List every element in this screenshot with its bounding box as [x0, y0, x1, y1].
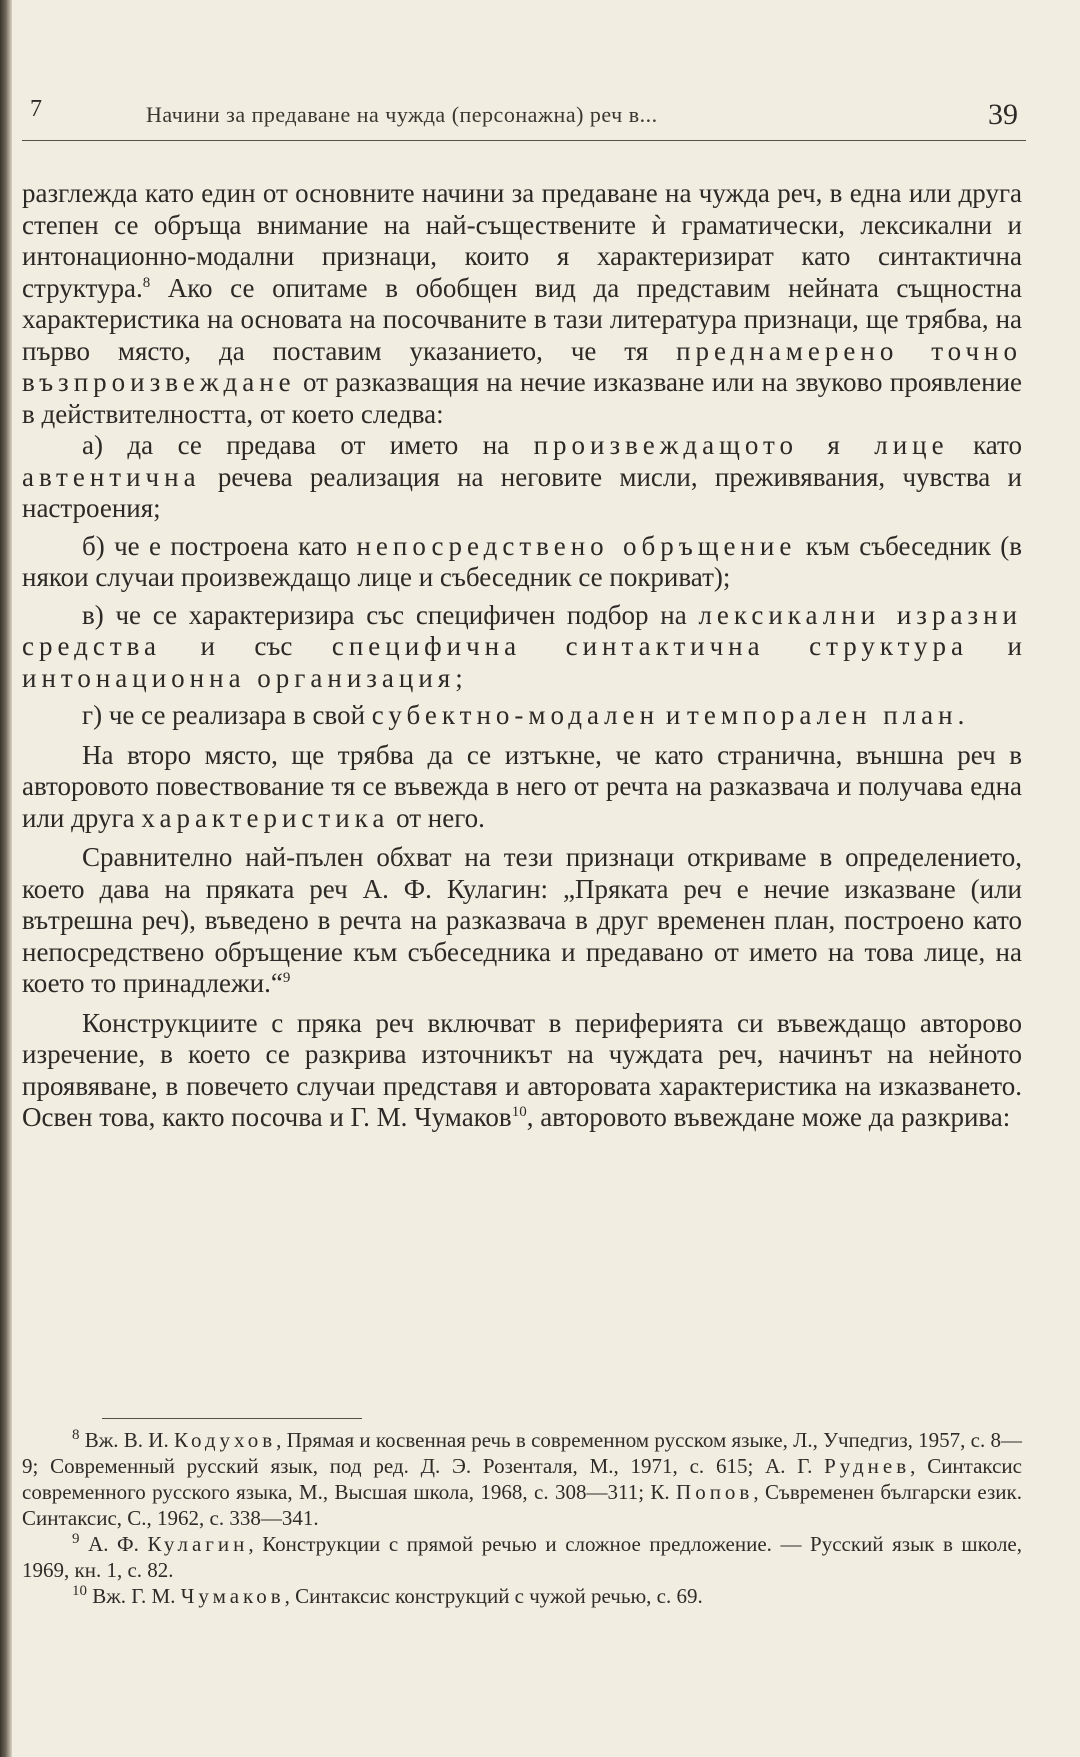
page-number: 39	[988, 98, 1018, 131]
footnotes	[22, 1427, 1022, 1609]
list-item-a: а) да се предава от името на произвеждащото я лице като автентична речева реализация на неговите мисли, преживявания, чувства и настроения;	[22, 430, 1022, 523]
footnote-ref-8: 8	[142, 274, 151, 291]
paragraph-constructions: Конструкциите с пряка реч включват в периферията си въвеждащо авторово изречение, в което се разкрива източникът на чуждата реч, начинът на нейното проявяване, в повечето случаи представя и авторовата характеристика на изказването. Освен това, както посочва и Г. М. Чумаков$^{10}$, авторовото въвеждане може да разкрива:	[22, 1007, 1022, 1132]
footnote-9: $^9$ А. Ф. Кулагин, Конструкции с прямой речью и сложное предложение. — Русский язык в школе, 1969, кн. 1, с. 82.	[22, 1531, 1023, 1582]
footnote-divider	[102, 1418, 362, 1419]
footnote-10: $^{10}$ Вж. Г. М. Чумаков, Синтаксис конструкций с чужой речью, с. 69.	[72, 1583, 703, 1608]
book-page	[22, 0, 1032, 1757]
paragraph-kulagin-definition: Сравнително най-пълен обхват на тези признаци откриваме в определението, което дава на пряката реч А. Ф. Кулагин: „Пряката реч е нечие изказване (или вътрешна реч), въведено в речта на разказвача в друг временен план, построено като непосредствено обръщение към събеседника и предавано от името на това лице, на което то принадлежи.“$^9$	[22, 842, 1022, 998]
running-header	[22, 92, 1026, 141]
list-item-b: б) че е построена като непосредствено обръщение към събеседник (в някои случаи произвеждащо лице и събеседник се покриват);	[22, 530, 1022, 592]
chapter-number: 7	[30, 96, 42, 122]
page-binding-edge	[0, 0, 12, 1757]
list-item-c: в) че се характеризира със специфичен подбор на лексикални изразни средства и със специфична синтактична структура и интонационна организация;	[22, 599, 1022, 693]
footnote-ref-9: 9	[282, 970, 291, 986]
footnote-8: $^8$ Вж. В. И. Кодухов, Прямая и косвенная речь в современном русском языке, Л., Учпедгиз, 1957, с. 8—9; Современный русский язык, под ред. Д. Э. Розенталя, М., 1971, с. 615; А. Г. Руднев, Синтаксис современного русского языка, М., Высшая школа, 1968, с. 308—311; К. Попов, Съвременен български език. Синтаксис, С., 1962, с. 338—341.	[22, 1427, 1022, 1530]
paragraph-second-point: На второ място, ще трябва да се изтъкне, че като странична, външна реч в авторовото повествование тя се въвежда в него от речта на разказвача и получава една или друга характеристика от него.	[22, 739, 1022, 833]
list-item-d: г) че се реализара в свой субектно-модален и темпорален план.	[82, 700, 965, 730]
spaced-emphasis: преднамерено точно възпроизвеждане	[22, 335, 1022, 397]
main-text	[22, 178, 1022, 1134]
running-title: Начини за предаване на чужда (персонажна) реч в...	[146, 102, 658, 127]
paragraph-definition-intro: разглежда като един от основните начини за предаване на чужда реч, в една или друга степен се обръща внимание на най-съществените ѝ граматически, лексикални и интонационно-модални признаци, които я характеризират като синтактична структура.$^8$ Ако се опитаме в обобщен вид да представим нейната същностна характеристика на основата на посочваните в тази литература признаци, ще трябва, на първо място, да поставим указанието, че тя преднамерено точно възпроизвеждане от разказващия на нечие изказване или на звуково проявление в действителността, от което следва:	[22, 178, 1022, 429]
footnote-ref-10: 10	[511, 1104, 527, 1120]
